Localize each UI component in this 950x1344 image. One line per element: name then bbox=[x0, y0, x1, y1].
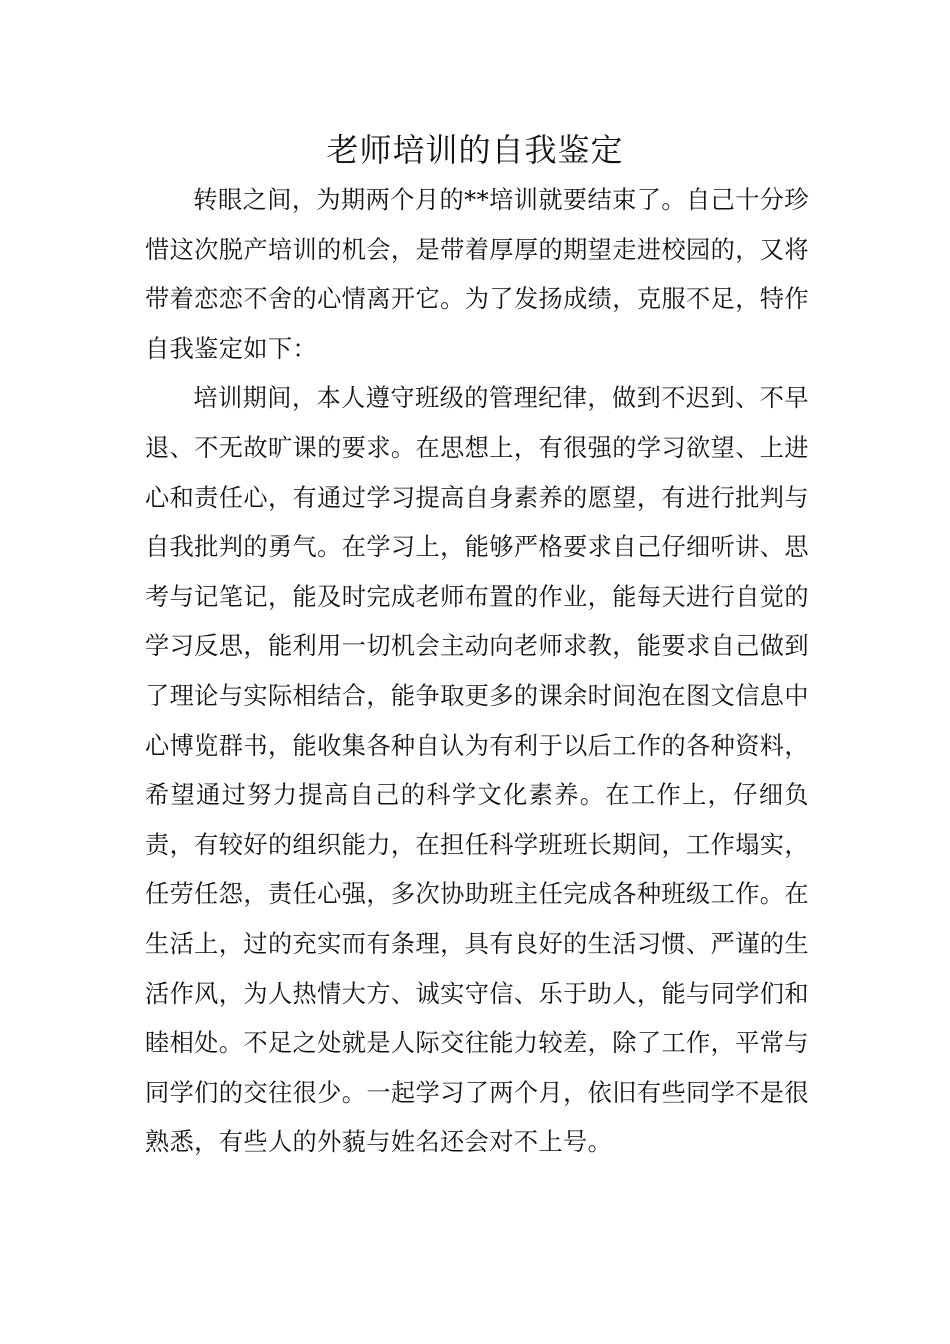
document-title: 老师培训的自我鉴定 bbox=[326, 131, 624, 169]
paragraph-training-summary: 培训期间，本人遵守班级的管理纪律，做到不迟到、不早退、不无故旷课的要求。在思想上，有很强的学习欲望、上进心和责任心，有通过学习提高自身素养的愿望，有进行批判与自我批判的勇气。在学习上，能够严格要求自己仔细听讲、思考与记笔记，能及时完成老师布置的作业，能每天进行自觉的学习反思，能利用一切机会主动向老师求教，能要求自己做到了理论与实际相结合，能争取更多的课余时间泡在图文信息中心博览群书，能收集各种自认为有利于以后工作的各种资料，希望通过努力提高自己的科学文化素养。在工作上，仔细负责，有较好的组织能力，在担任科学班班长期间，工作塌实，任劳任怨，责任心强，多次协助班主任完成各种班级工作。在生活上，过的充实而有条理，具有良好的生活习惯、严谨的生活作风，为人热情大方、诚实守信、乐于助人，能与同学们和睦相处。不足之处就是人际交往能力较差，除了工作，平常与同学们的交往很少。一起学习了两个月，依旧有些同学不是很熟悉，有些人的外藐与姓名还会对不上号。 bbox=[145, 384, 809, 1157]
paragraph-intro: 转眼之间，为期两个月的**培训就要结束了。自己十分珍惜这次脱产培训的机会，是带着厚厚的期望走进校园的，又将带着恋恋不舍的心情离开它。为了发扬成绩，克服不足，特作自我鉴定如下： bbox=[145, 186, 809, 363]
document-body bbox=[145, 176, 809, 1168]
